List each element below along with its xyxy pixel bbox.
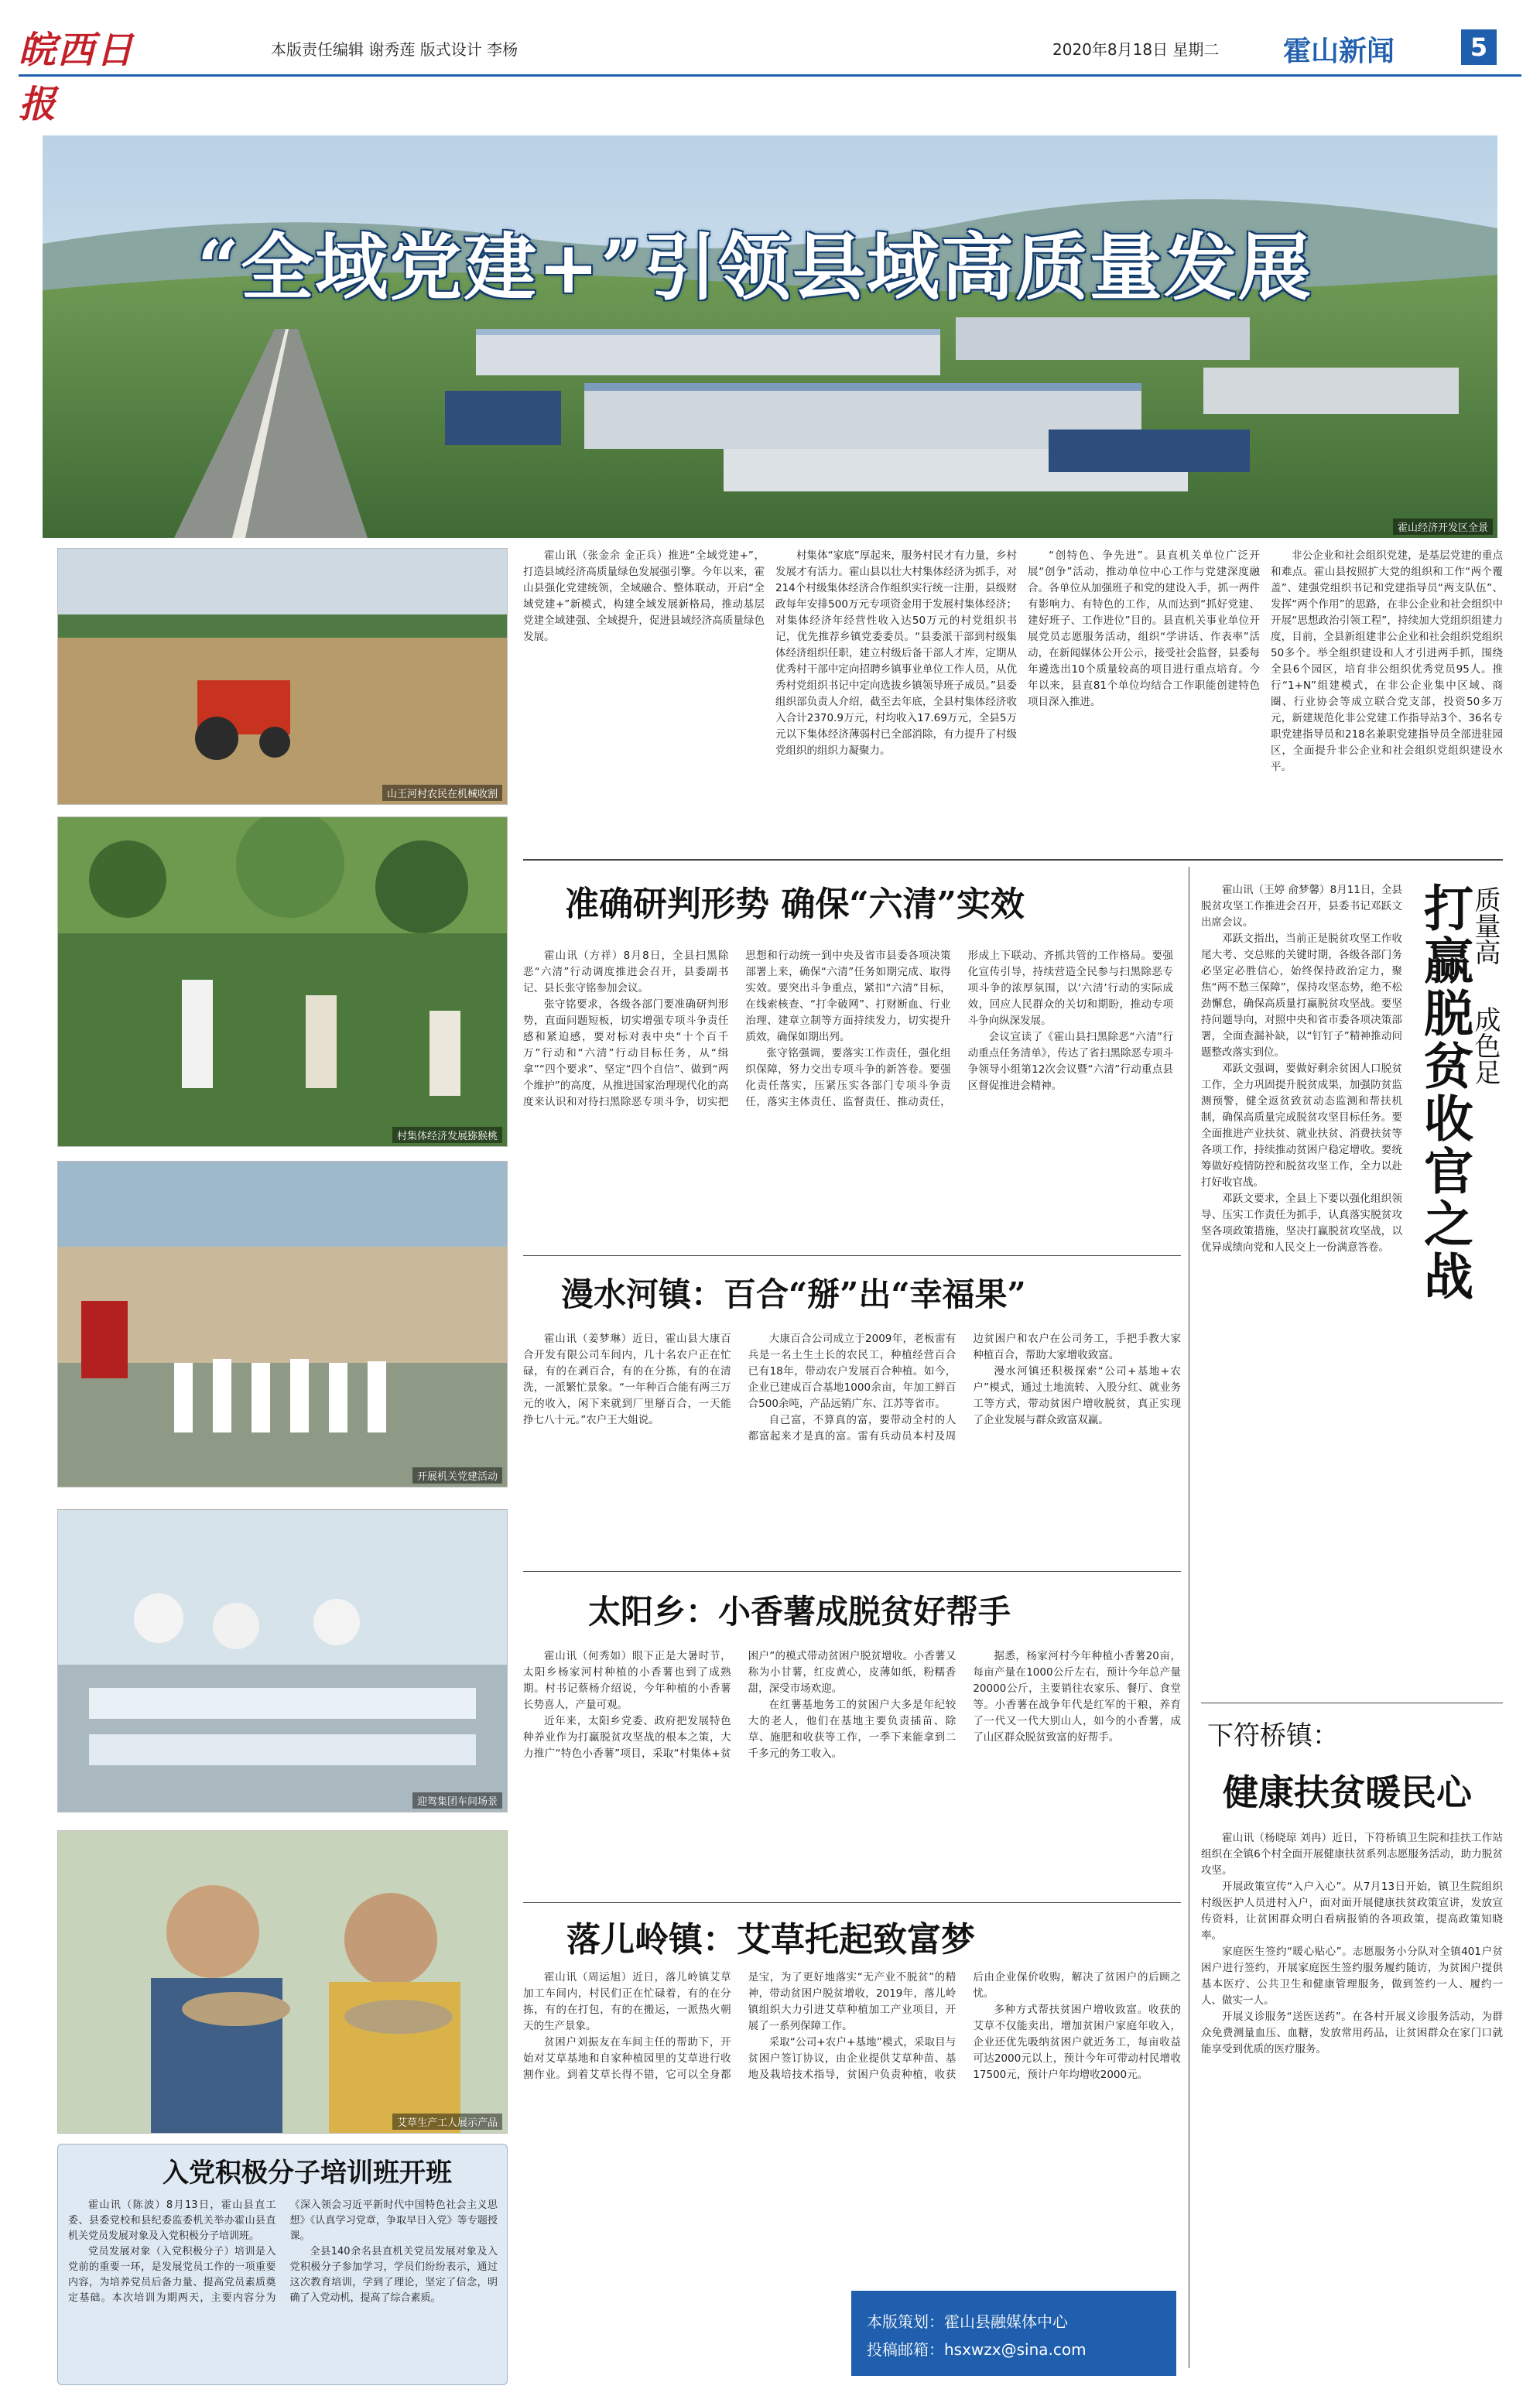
s5-body	[1201, 882, 1402, 1648]
hero-landscape-illustration	[43, 135, 1497, 538]
lead-col-2	[775, 548, 1017, 759]
s4-para-4: 多种方式帮扶贫困户增收致富。收获的艾草不仅能卖出，增加贫困户家庭年收入，企业还优先吸纳贫困户就近务工，每亩收益可达2000元以上，预计今年可带动村民增收17500元，预计户年均增收2000元。	[973, 2004, 1181, 2081]
photo-party	[57, 1161, 508, 1487]
s4-title: 落儿岭镇：艾草托起致富梦	[566, 1920, 975, 1960]
s6-para-2: 开展政策宣传“入户入心”。从7月13日开始，镇卫生院组织村级医护人员进村入户，面对面开展健康扶贫政策宣讲，发放宣传资料，让贫困群众明白看病报销的各项政策，提高政策知晓率。	[1201, 1881, 1503, 1942]
s7-title: 入党积极分子培训班开班	[163, 2158, 452, 2189]
s5-para-4: 邓跃文要求，全县上下要以强化组织领导、压实工作责任为抓手，认真落实脱贫攻坚各项政策措施，坚决打赢脱贫攻坚战，以优异成绩向党和人民交上一份满意答卷。	[1201, 1193, 1402, 1254]
s6-title: 健康扶贫暖民心	[1223, 1771, 1472, 1813]
s5-para-1: 霍山讯（王婷 俞梦馨）8月11日，全县脱贫攻坚工作推进会召开，县委书记邓跃文出席会议。	[1201, 884, 1402, 929]
masthead	[19, 23, 150, 126]
s3-body	[523, 1648, 1181, 1896]
lead-para-4: 非公企业和社会组织党建，是基层党建的重点和难点。霍山县按照扩大党的组织和工作“两个覆盖”、建强党组织书记和党建指导员“两支队伍”、发挥“两个作用”的思路，在非公企业和社会组织中开展“思想政治引领工程”，持续加大党组织组建力度，目前，全县新组建非公企业和社会组织党组织50多个。举全组织建设和人才引进两手抓，围绕全县6个园区，培育非公组织优秀党员95人。推行“1+N”组建模式，在非公企业集中区域、商圈、行业协会等成立联合党支部，投资50多万元，新建规范化非公党建工作指导站3个、36名专职党建指导员和218名兼职党建指导员全部进驻园区，全面提升非公企业和社会组织党组织建设水平。	[1271, 549, 1503, 773]
s1-para-4: 会议宣读了《霍山县扫黑除恶“六清”行动重点任务清单》，传达了省扫黑除恶专项斗争领导小组第12次会议暨“六清”行动重点县区督促推进会精神。	[967, 1031, 1173, 1092]
s6-para-1: 霍山讯（杨晓琼 刘冉）近日，下符桥镇卫生院和挂扶工作站组织在全镇6个村全面开展健康扶贫系列志愿服务活动，助力脱贫攻坚。	[1201, 1832, 1503, 1877]
s1-title: 准确研判形势 确保“六清”实效	[565, 885, 1025, 924]
issue-date: 2020年8月18日 星期二	[1052, 40, 1220, 59]
s6-kicker: 下符桥镇：	[1207, 1720, 1339, 1751]
s6-body	[1201, 1830, 1503, 2387]
s5-kicker-2: 成色足	[1470, 1006, 1501, 1085]
photo-harvest-caption: 山王河村农民在机械收割	[382, 785, 502, 801]
s2-bottom-rule	[523, 1571, 1181, 1572]
photo-mugwort-caption: 艾草生产工人展示产品	[392, 2114, 502, 2130]
s2-body	[523, 1331, 1181, 1563]
s2-para-2: 大康百合公司成立于2009年，老板雷有兵是一名土生土长的农民工，种植经营百合已有18年，带动农户发展百合种植。如今，企业已建成百合基地1000余亩，年加工鲜百合500余吨，产品远销广东、江苏等省市。	[748, 1333, 957, 1410]
footer-planning: 本版策划：霍山县融媒体中心	[867, 2312, 1068, 2331]
s1-bottom-rule	[523, 1255, 1181, 1256]
s7-para-3: 全县140余名县直机关党员发展对象及入党积极分子参加学习，学员们纷纷表示，通过这次教育培训，学到了理论，坚定了信念，明确了入党动机，提高了综合素质。	[289, 2246, 498, 2304]
s4-para-2: 贫困户刘振友在车间主任的帮助下，开始对艾草基地和自家种植园里的艾草进行收割作业。到着艾草长得不错，它可以全身都是宝，为了更好地落实“无产业不脱贫”的精神，带动贫困户脱贫增收，2019年，落儿岭镇组织大力引进艾草种植加工产业项目，开展了一系列保障工作。	[523, 1971, 957, 2081]
lead-para-1: 霍山讯（张金余 金正兵）推进“全域党建+”，打造县域经济高质量绿色发展强引擎。今年以来，霍山县强化党建统领，全域融合、整体联动，开启“全域党建+”新模式，构建全域发展新格局，推动基层党建全域建强、全域提升，促进县域经济高质量绿色发展。	[523, 549, 765, 643]
s1-para-1: 霍山讯（方祥）8月8日，全县扫黑除恶“六清”行动调度推进会召开，县委副书记、县长张守铭参加会议。	[523, 950, 729, 994]
hero-caption: 霍山经济开发区全景	[1393, 519, 1493, 535]
s3-para-2: 近年来，太阳乡党委、政府把发展特色种养业作为打赢脱贫攻坚战的根本之策，大力推广“特色小香薯”项目，采取“村集体+贫困户”的模式带动贫困户脱贫增收。小香薯又称为小甘薯，红皮黄心，皮薄如纸，粉糯香甜，深受市场欢迎。	[523, 1650, 957, 1760]
lead-bottom-rule	[523, 859, 1503, 861]
lead-para-3: “创特色、争先进”。县直机关单位广泛开展“创争”活动，推动单位中心工作与党建深度融合。各单位从加强班子和党的建设入手，抓一两件有影响力、有特色的工作，从而达到“抓好党建、建好班子、工作进位”目的。县直机关事业单位开展党员志愿服务活动，组织“学讲话、作表率”活动，在新闻媒体公开公示，接受社会监督，县委每年遴选出10个质量较高的项目进行重点培育。今年以来，县直81个单位均结合工作职能创建特色项目深入推进。	[1028, 549, 1260, 708]
s4-body	[523, 1970, 1181, 2333]
photo-harvest	[57, 548, 508, 805]
s5-kicker-1: 质量高	[1470, 886, 1501, 965]
s2-para-3: 自己富，不算真的富，要带动全村的人都富起来才是真的富。雷有兵动员本村及周边贫困户和农户在公司务工，手把手教大家种植百合，帮助大家增收致富。	[748, 1333, 1181, 1443]
s3-para-1: 霍山讯（何秀如）眼下正是大暑时节，太阳乡杨家河村种植的小香薯也到了成熟期。村书记蔡杨介绍说，今年种植的小香薯长势喜人，产量可观。	[523, 1650, 731, 1711]
s3-para-3: 在红薯基地务工的贫困户大多是年纪较大的老人，他们在基地主要负责插苗、除草、施肥和收获等工作，一季下来能拿到二千多元的务工收入。	[748, 1699, 957, 1760]
factory-scene	[58, 1510, 507, 1812]
photo-mugwort	[57, 1830, 508, 2134]
s2-para-1: 霍山讯（姜梦琳）近日，霍山县大康百合开发有限公司车间内，几十名农户正在忙碌，有的在剥百合，有的在分拣，有的在清洗，一派繁忙景象。“一年种百合能有两三万元的收入，闲下来就到厂里掰百合，一天能挣七八十元。”农户王大姐说。	[523, 1333, 731, 1426]
s7-para-1: 霍山讯（陈波）8月13日，霍山县直工委、县委党校和县纪委监委机关举办霍山县直机关党员发展对象及入党积极分子培训班。	[68, 2199, 276, 2242]
lead-para-2: 村集体“家底”厚起来，服务村民才有力量，乡村发展才有活力。霍山县以壮大村集体经济为抓手，对214个村级集体经济合作组织实行统一注册，县级财政每年安排500万元专项资金用于发展村集体经济；对集体经济年经营性收入达50万元的村党组织书记，优先推荐乡镇党委委员。“县委派干部到村级集体经济组织任职，建立村级后备干部人才库，定期从优秀村干部中定向招聘乡镇事业单位工作人员，从优秀村党组织书记中定向选拔乡镇领导班子成员。”县委组织部负责人介绍，截至去年底，全县村集体经济收入合计2370.9万元，村均收入17.69万元，全县5万元以下集体经济薄弱村已全部消除，有力提升了村级党组织的组织力凝聚力。	[775, 549, 1017, 757]
section-name: 霍山新闻	[1283, 35, 1395, 67]
s2-title: 漫水河镇：百合“掰”出“幸福果”	[561, 1275, 1026, 1313]
lead-col-1	[523, 548, 765, 645]
photo-kiwi-caption: 村集体经济发展猕猴桃	[392, 1127, 502, 1143]
hero-photo	[43, 135, 1497, 538]
s5-title: 打赢脱贫收官之战	[1415, 882, 1473, 1303]
mugwort-workers-scene	[58, 1831, 507, 2133]
harvest-scene	[58, 549, 507, 804]
s4-para-3: 采取“公司+农户+基地”模式，采取目与贫困户签订协议，由企业提供艾草种苗、基地及栽培技术指导，贫困户负责种植，收获后由企业保价收购，解决了贫困户的后顾之忧。	[748, 1971, 1181, 2081]
lead-col-5	[1271, 548, 1503, 775]
header-rule	[19, 74, 1521, 77]
footer-email: 投稿邮箱：hsxwzx@sina.com	[867, 2340, 1087, 2359]
s1-para-3: 张守铭强调，要落实工作责任，强化组织保障，努力交出专项斗争的新答卷。要强化责任落实，压紧压实各部门专项斗争责任，落实主体责任、监督责任、推动责任，形成上下联动、齐抓共管的工作格局。要强化宣传引导，持续营造全民参与扫黑除恶专项斗争的浓厚氛围，以‘六清’行动的实际成效，回应人民群众的关切和期盼，推动专项斗争向纵深发展。	[745, 950, 1173, 1108]
photo-factory	[57, 1509, 508, 1812]
masthead-logo: 皖西日报	[19, 29, 135, 126]
lead-col-3	[1028, 548, 1260, 710]
photo-factory-caption: 迎驾集团车间场景	[412, 1792, 502, 1809]
party-activity-scene	[58, 1162, 507, 1487]
kiwi-orchard-scene	[58, 817, 507, 1146]
photo-party-caption: 开展机关党建活动	[412, 1467, 502, 1484]
s4-para-1: 霍山讯（周运旭）近日，落儿岭镇艾草加工车间内，村民们正在忙碌着，有的在分拣，有的在打包，有的在搬运，一派热火朝天的生产景象。	[523, 1971, 731, 2032]
s6-para-3: 家庭医生签约“暖心贴心”。志愿服务小分队对全镇401户贫困户进行签约，开展家庭医生签约服务履约随访，为贫困户提供基本医疗、公共卫生和健康管理服务，做到签约一人、履约一人、做实一人。	[1201, 1946, 1503, 2007]
s1-body	[523, 948, 1173, 1250]
s5-para-3: 邓跃文强调，要做好剩余贫困人口脱贫工作，全力巩固提升脱贫成果，加强防贫监测预警，健全返贫致贫动态监测和帮扶机制，确保高质量完成脱贫攻坚目标任务。要全面推进产业扶贫、就业扶贫、消费扶贫等各项工作，持续推动贫困户稳定增收。要统筹做好疫情防控和脱贫攻坚工作，全力以赴打好收官战。	[1201, 1063, 1402, 1189]
editor-credits: 本版责任编辑 谢秀莲 版式设计 李杨	[271, 40, 518, 59]
s5-para-2: 邓跃文指出，当前正是脱贫攻坚工作收尾大考、交总账的关键时期，各级各部门务必坚定必胜信心，始终保持政治定力，聚焦“两不愁三保障”，保持攻坚态势，绝不松劲懈怠，确保高质量打赢脱贫攻坚战。要坚持问题导向，对照中央和省市委各项决策部署，全面查漏补缺，以“钉钉子”精神推动问题整改落实到位。	[1201, 933, 1402, 1059]
photo-kiwi	[57, 816, 508, 1147]
s1-para-2: 张守铭要求，各级各部门要准确研判形势，直面问题短板，切实增强专项斗争责任感和紧迫感，要对标对表中央“十个百千万”行动和“六清”行动目标任务，从“缉拿”“四个要求”、坚定“四个自信”、做到“两个维护”的高度，从推进国家治理现代化的高度来认识和对待扫黑除恶专项斗争，切实把思想和行动统一到中央及省市县委各项决策部署上来，确保“六清”任务如期完成、取得实效。要突出斗争重点，紧扣“六清”目标，在线索核查、“打伞破网”、打财断血、行业治理、建章立制等方面持续发力，切实提升质效，确保如期出列。	[523, 950, 951, 1108]
hero-title: “全域党建+”引领县域高质量发展	[197, 225, 1312, 310]
s3-bottom-rule	[523, 1902, 1181, 1903]
s2-para-4: 漫水河镇还积极探索“公司+基地+农户”模式，通过土地流转、入股分红、就业务工等方式，带动贫困户增收脱贫，真正实现了企业发展与群众致富双赢。	[973, 1365, 1181, 1426]
page-number: 5	[1461, 29, 1497, 65]
footer-box	[851, 2291, 1176, 2376]
s6-para-4: 开展义诊服务“送医送药”。在各村开展义诊服务活动，为群众免费测量血压、血糖，发放常用药品，让贫困群众在家门口就能享受到优质的医疗服务。	[1201, 2011, 1503, 2055]
s3-para-4: 据悉，杨家河村今年种植小香薯20亩，每亩产量在1000公斤左右，预计今年总产量20000公斤，主要销往农家乐、餐厅、食堂等。小香薯在战争年代是红军的干粮，养育了一代又一代大别山人，如今的小香薯，成了山区群众脱贫致富的好帮手。	[973, 1650, 1181, 1744]
s3-title: 太阳乡：小香薯成脱贫好帮手	[588, 1593, 1011, 1631]
s7-body	[68, 2198, 498, 2376]
s7-para-2: 党员发展对象（入党积极分子）培训是入党前的重要一环，是发展党员工作的一项重要内容，为培养党员后备力量、提高党员素质奠定基础。本次培训为期两天，主要内容分为《深入领会习近平新时代中国特色社会主义思想》《认真学习党章，争取早日入党》等专题授课。	[68, 2199, 498, 2304]
